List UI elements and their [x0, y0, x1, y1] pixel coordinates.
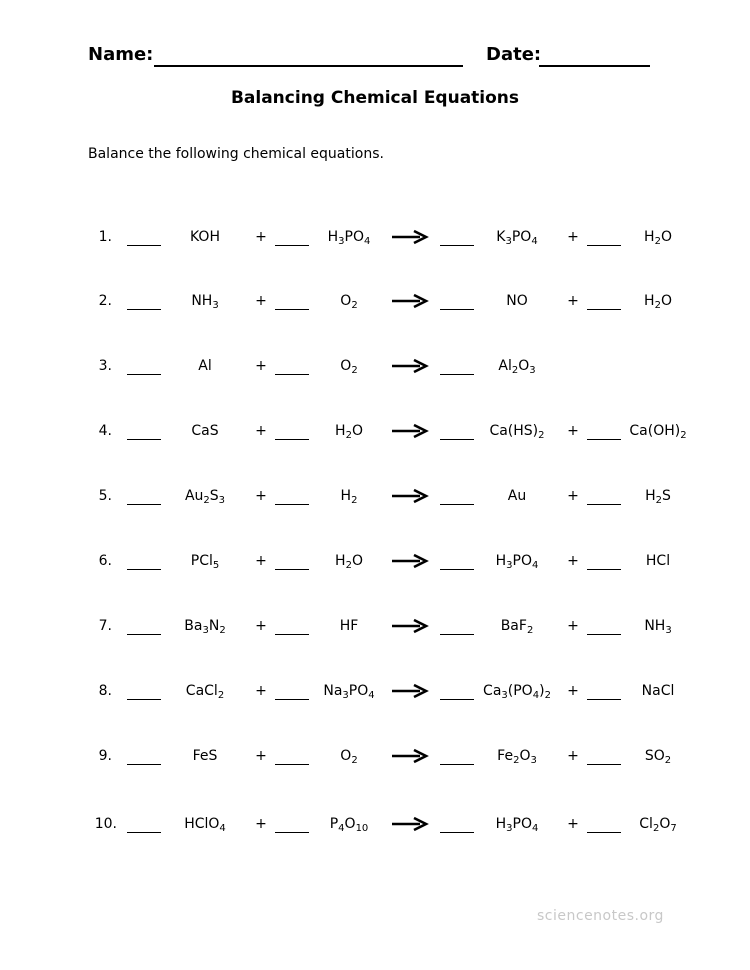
- coefficient-blank[interactable]: [587, 699, 621, 700]
- formula-text: Au: [507, 488, 527, 504]
- reactant-1: [165, 681, 245, 701]
- coefficient-blank[interactable]: [275, 245, 309, 246]
- subscript: 10: [355, 823, 369, 834]
- plus-sign: +: [255, 816, 267, 832]
- coefficient-blank[interactable]: [275, 309, 309, 310]
- formula-text: P: [329, 816, 339, 832]
- yield-arrow-icon: [390, 423, 430, 439]
- formula-text: H: [495, 553, 507, 569]
- product-2: [622, 486, 694, 506]
- coefficient-blank[interactable]: [440, 374, 474, 375]
- formula-text: S: [209, 488, 219, 504]
- formula-text: O: [660, 293, 672, 309]
- subscript: 2: [345, 430, 352, 441]
- equation-number: 6.: [98, 553, 112, 569]
- product-1: [474, 356, 560, 376]
- subscript: 3: [338, 236, 345, 247]
- subscript: 3: [506, 823, 513, 834]
- equation-row: [0, 681, 750, 705]
- formula-text: O: [351, 423, 363, 439]
- subscript: 3: [529, 365, 536, 376]
- formula-text: O: [351, 553, 363, 569]
- subscript: 2: [219, 625, 226, 636]
- reactant-1: [165, 356, 245, 376]
- formula-text: HF: [339, 618, 359, 634]
- subscript: 2: [511, 365, 519, 376]
- formula-text: SO: [644, 748, 665, 764]
- plus-sign: +: [255, 618, 267, 634]
- formula-text: O: [518, 358, 530, 374]
- yield-arrow-icon: [390, 293, 430, 309]
- formula-text: PO: [348, 683, 369, 699]
- coefficient-blank[interactable]: [275, 699, 309, 700]
- equation-row: [0, 746, 750, 770]
- formula-text: PO: [512, 816, 532, 832]
- subscript: 2: [345, 560, 352, 571]
- subscript: 2: [351, 495, 358, 506]
- yield-arrow-icon: [390, 618, 430, 634]
- formula-text: O: [340, 293, 352, 309]
- reactant-1: [165, 616, 245, 636]
- formula-text: Cl: [639, 816, 653, 832]
- equation-number: 1.: [98, 229, 112, 245]
- subscript: 3: [506, 560, 513, 571]
- coefficient-blank[interactable]: [587, 504, 621, 505]
- coefficient-blank[interactable]: [440, 504, 474, 505]
- formula-text: H: [335, 553, 346, 569]
- equation-row: [0, 814, 750, 838]
- plus-sign: +: [567, 293, 579, 309]
- product-2: [622, 291, 694, 311]
- formula-text: Al: [198, 358, 212, 374]
- formula-text: O: [340, 748, 352, 764]
- product-1: [474, 291, 560, 311]
- coefficient-blank[interactable]: [127, 374, 161, 375]
- subscript: 2: [538, 430, 545, 441]
- product-1: [474, 421, 560, 441]
- product-1: [474, 681, 560, 701]
- yield-arrow-icon: [390, 229, 430, 245]
- equation-row: [0, 486, 750, 510]
- formula-text: CaCl: [185, 683, 218, 699]
- subscript: 3: [505, 236, 512, 247]
- formula-text: O: [340, 358, 352, 374]
- yield-arrow-icon: [390, 488, 430, 504]
- subscript: 2: [203, 495, 210, 506]
- plus-sign: +: [567, 618, 579, 634]
- coefficient-blank[interactable]: [587, 634, 621, 635]
- formula-text: S: [662, 488, 671, 504]
- formula-text: NH: [191, 293, 213, 309]
- formula-text: O: [344, 816, 356, 832]
- formula-text: FeS: [192, 748, 218, 764]
- formula-text: H: [495, 816, 507, 832]
- subscript: 2: [654, 236, 661, 247]
- formula-text: ): [539, 683, 545, 699]
- subscript: 4: [532, 823, 539, 834]
- product-2: [622, 681, 694, 701]
- formula-text: N: [208, 618, 220, 634]
- reactant-2: [309, 486, 389, 506]
- subscript: 4: [338, 823, 345, 834]
- plus-sign: +: [255, 423, 267, 439]
- coefficient-blank[interactable]: [127, 832, 161, 833]
- formula-text: Ca: [483, 683, 502, 699]
- formula-text: NaCl: [641, 683, 675, 699]
- subscript: 2: [655, 495, 662, 506]
- coefficient-blank[interactable]: [275, 374, 309, 375]
- plus-sign: +: [255, 488, 267, 504]
- coefficient-blank[interactable]: [275, 634, 309, 635]
- product-1: [474, 227, 560, 247]
- equation-row: [0, 291, 750, 315]
- reactant-2: [309, 616, 389, 636]
- formula-text: Ca(OH): [629, 423, 681, 439]
- reactant-2: [309, 746, 389, 766]
- product-2: [622, 227, 694, 247]
- subscript: 2: [652, 823, 660, 834]
- reactant-1: [165, 421, 245, 441]
- reactant-1: [165, 814, 245, 834]
- reactant-1: [165, 291, 245, 311]
- subscript: 2: [351, 365, 358, 376]
- reactant-2: [309, 227, 389, 247]
- product-2: [622, 746, 694, 766]
- subscript: 4: [532, 690, 540, 701]
- formula-text: PO: [511, 229, 532, 245]
- subscript: 2: [217, 690, 225, 701]
- coefficient-blank[interactable]: [440, 309, 474, 310]
- equation-number: 10.: [94, 816, 117, 832]
- equation-row: [0, 227, 750, 251]
- coefficient-blank[interactable]: [127, 569, 161, 570]
- coefficient-blank[interactable]: [440, 569, 474, 570]
- equation-number: 3.: [98, 358, 112, 374]
- coefficient-blank[interactable]: [275, 569, 309, 570]
- coefficient-blank[interactable]: [587, 245, 621, 246]
- coefficient-blank[interactable]: [127, 699, 161, 700]
- formula-text: O: [659, 816, 671, 832]
- yield-arrow-icon: [390, 683, 430, 699]
- formula-text: Ba: [184, 618, 203, 634]
- coefficient-blank[interactable]: [275, 764, 309, 765]
- formula-text: O: [519, 748, 531, 764]
- formula-text: NH: [644, 618, 666, 634]
- subscript: 3: [202, 625, 209, 636]
- plus-sign: +: [255, 229, 267, 245]
- subscript: 3: [501, 690, 508, 701]
- equation-number: 8.: [98, 683, 112, 699]
- subscript: 2: [654, 300, 661, 311]
- subscript: 2: [513, 755, 520, 766]
- subscript: 3: [212, 300, 219, 311]
- subscript: 4: [219, 823, 226, 834]
- product-1: [474, 486, 560, 506]
- coefficient-blank[interactable]: [440, 245, 474, 246]
- subscript: 2: [526, 625, 534, 636]
- subscript: 5: [212, 560, 220, 571]
- formula-text: Na: [323, 683, 343, 699]
- formula-text: H: [645, 488, 656, 504]
- product-2: [622, 421, 694, 441]
- subscript: 3: [342, 690, 349, 701]
- yield-arrow-icon: [390, 553, 430, 569]
- yield-arrow-icon: [390, 358, 430, 374]
- equation-row: [0, 421, 750, 445]
- coefficient-blank[interactable]: [275, 439, 309, 440]
- formula-text: H: [644, 293, 655, 309]
- equation-row: [0, 616, 750, 640]
- subscript: 2: [664, 755, 672, 766]
- coefficient-blank[interactable]: [587, 309, 621, 310]
- formula-text: K: [496, 229, 506, 245]
- coefficient-blank[interactable]: [587, 569, 621, 570]
- subscript: 2: [544, 690, 551, 701]
- plus-sign: +: [567, 423, 579, 439]
- plus-sign: +: [255, 293, 267, 309]
- coefficient-blank[interactable]: [440, 832, 474, 833]
- coefficient-blank[interactable]: [275, 504, 309, 505]
- formula-text: CaS: [191, 423, 219, 439]
- coefficient-blank[interactable]: [440, 764, 474, 765]
- reactant-2: [309, 356, 389, 376]
- subscript: 3: [530, 755, 537, 766]
- coefficient-blank[interactable]: [440, 439, 474, 440]
- subscript: 4: [364, 236, 371, 247]
- formula-text: H: [644, 229, 655, 245]
- formula-text: NO: [506, 293, 528, 309]
- reactant-1: [165, 227, 245, 247]
- coefficient-blank[interactable]: [587, 764, 621, 765]
- plus-sign: +: [255, 358, 267, 374]
- plus-sign: +: [567, 748, 579, 764]
- plus-sign: +: [567, 229, 579, 245]
- coefficient-blank[interactable]: [127, 245, 161, 246]
- formula-text: O: [660, 229, 672, 245]
- product-2: [622, 616, 694, 636]
- plus-sign: +: [255, 683, 267, 699]
- product-2: [622, 814, 694, 834]
- subscript: 7: [670, 823, 677, 834]
- formula-text: Au: [184, 488, 204, 504]
- reactant-1: [165, 746, 245, 766]
- plus-sign: +: [567, 683, 579, 699]
- product-1: [474, 616, 560, 636]
- formula-text: Al: [498, 358, 512, 374]
- reactant-2: [309, 814, 389, 834]
- plus-sign: +: [255, 553, 267, 569]
- equation-row: [0, 356, 750, 380]
- reactant-1: [165, 486, 245, 506]
- coefficient-blank[interactable]: [440, 699, 474, 700]
- subscript: 2: [351, 755, 358, 766]
- coefficient-blank[interactable]: [587, 832, 621, 833]
- plus-sign: +: [255, 748, 267, 764]
- formula-text: BaF: [500, 618, 527, 634]
- formula-text: PO: [512, 553, 532, 569]
- subscript: 4: [532, 560, 539, 571]
- product-1: [474, 746, 560, 766]
- yield-arrow-icon: [390, 748, 430, 764]
- equation-number: 2.: [98, 293, 112, 309]
- formula-text: HCl: [645, 553, 671, 569]
- name-label: Name:: [88, 44, 154, 65]
- equation-row: [0, 551, 750, 575]
- equation-number: 9.: [98, 748, 112, 764]
- coefficient-blank[interactable]: [127, 439, 161, 440]
- formula-text: HClO: [184, 816, 220, 832]
- coefficient-blank[interactable]: [275, 832, 309, 833]
- instructions: Balance the following chemical equations.: [88, 146, 384, 162]
- equation-number: 4.: [98, 423, 112, 439]
- coefficient-blank[interactable]: [587, 439, 621, 440]
- subscript: 2: [680, 430, 687, 441]
- subscript: 3: [218, 495, 226, 506]
- date-label: Date:: [486, 44, 542, 65]
- coefficient-blank[interactable]: [127, 634, 161, 635]
- coefficient-blank[interactable]: [127, 309, 161, 310]
- equation-number: 7.: [98, 618, 112, 634]
- subscript: 3: [665, 625, 672, 636]
- product-1: [474, 551, 560, 571]
- formula-text: H: [327, 229, 339, 245]
- formula-text: H: [335, 423, 346, 439]
- plus-sign: +: [567, 553, 579, 569]
- formula-text: PCl: [190, 553, 213, 569]
- plus-sign: +: [567, 816, 579, 832]
- formula-text: Fe: [497, 748, 514, 764]
- page-title: Balancing Chemical Equations: [230, 88, 520, 108]
- plus-sign: +: [567, 488, 579, 504]
- formula-text: Ca(HS): [489, 423, 539, 439]
- formula-text: (PO: [507, 683, 533, 699]
- reactant-2: [309, 681, 389, 701]
- coefficient-blank[interactable]: [127, 504, 161, 505]
- subscript: 2: [351, 300, 358, 311]
- footer-watermark: sciencenotes.org: [537, 908, 664, 924]
- equation-number: 5.: [98, 488, 112, 504]
- formula-text: PO: [344, 229, 364, 245]
- coefficient-blank[interactable]: [127, 764, 161, 765]
- coefficient-blank[interactable]: [440, 634, 474, 635]
- formula-text: KOH: [190, 229, 220, 245]
- yield-arrow-icon: [390, 816, 430, 832]
- reactant-2: [309, 421, 389, 441]
- reactant-1: [165, 551, 245, 571]
- subscript: 4: [531, 236, 538, 247]
- product-2: [622, 551, 694, 571]
- reactant-2: [309, 291, 389, 311]
- formula-text: H: [340, 488, 352, 504]
- subscript: 4: [368, 690, 375, 701]
- reactant-2: [309, 551, 389, 571]
- product-1: [474, 814, 560, 834]
